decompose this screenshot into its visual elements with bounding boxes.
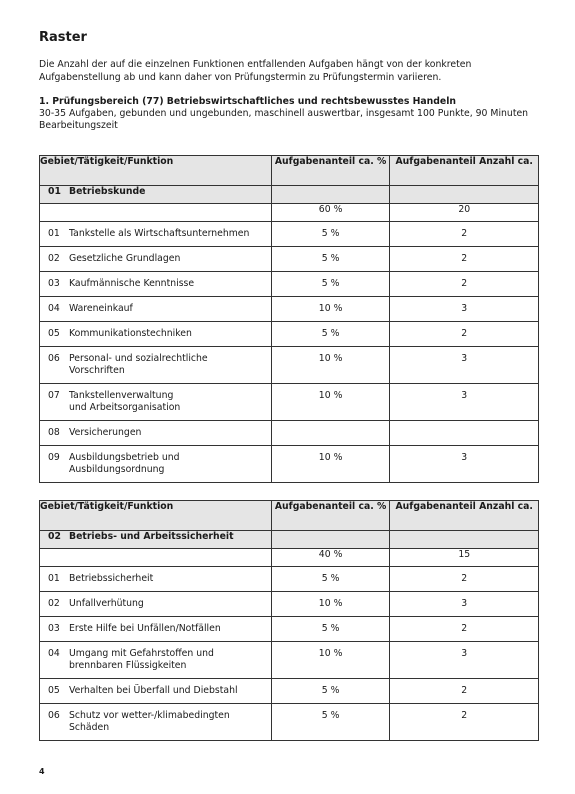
- section-title: 1. Prüfungsbereich (77) Betriebswirtschaftliches und rechtsbewusstes Handeln: [39, 96, 457, 107]
- table-row: [40, 247, 539, 272]
- table-header-row: [40, 156, 539, 186]
- item-percent: 10 %: [318, 598, 343, 609]
- item-number: 06: [48, 710, 60, 721]
- item-cell: [40, 617, 272, 642]
- item-content: [40, 421, 271, 445]
- item-count-cell: [390, 297, 539, 322]
- table-row: [40, 222, 539, 247]
- group-cell: [40, 186, 272, 204]
- item-number: 05: [48, 685, 60, 696]
- item-count-cell: [390, 617, 539, 642]
- table-row: [40, 592, 539, 617]
- item-content: [40, 617, 271, 641]
- item-percent: 5 %: [321, 573, 340, 584]
- column-header: Aufgabenanteil Anzahl ca.: [390, 156, 539, 186]
- item-cell: [40, 322, 272, 347]
- table-row: [40, 322, 539, 347]
- item-count: 2: [461, 623, 468, 634]
- item-number: 04: [48, 648, 60, 659]
- total-count: 20: [390, 204, 539, 222]
- item-cell: [40, 704, 272, 741]
- item-label: Ausbildungsbetrieb und Ausbildungsordnung: [69, 452, 180, 475]
- item-content: [40, 446, 271, 482]
- item-count: 3: [461, 598, 468, 609]
- item-percent: 5 %: [321, 623, 340, 634]
- item-percent-cell: [271, 567, 390, 592]
- item-count-cell: [390, 567, 539, 592]
- item-label: Betriebssicherheit: [69, 573, 154, 584]
- item-percent-cell: [271, 592, 390, 617]
- item-number: 02: [48, 253, 60, 264]
- item-label: Versicherungen: [69, 427, 142, 438]
- item-content: [40, 272, 271, 296]
- task-table-betriebskunde: [39, 155, 539, 483]
- item-number: 01: [48, 573, 60, 584]
- section-subtitle: 30-35 Aufgaben, gebunden und ungebunden, maschinell auswertbar, insgesamt 100 Punkte, 90 Minuten Bearbeitungszeit: [39, 108, 529, 131]
- item-percent-cell: [271, 679, 390, 704]
- table-header-row: [40, 501, 539, 531]
- intro-paragraph: Die Anzahl der auf die einzelnen Funktionen entfallenden Aufgaben hängt von der konkreten Aufgabenstellung ab und kann daher von Prüfungstermin zu Prüfungstermin variieren.: [39, 59, 472, 83]
- table-row: [40, 272, 539, 297]
- item-number: 03: [48, 623, 60, 634]
- item-percent: 10 %: [318, 353, 343, 364]
- item-count-cell: [390, 446, 539, 483]
- item-label: Verhalten bei Überfall und Diebstahl: [69, 685, 238, 696]
- item-percent-cell: [271, 384, 390, 421]
- item-count: 2: [461, 228, 468, 239]
- group-name: Betriebskunde: [69, 186, 146, 197]
- table-row: [40, 297, 539, 322]
- total-count: 15: [390, 549, 539, 567]
- item-cell: [40, 384, 272, 421]
- item-cell: [40, 679, 272, 704]
- item-label: Wareneinkauf: [69, 303, 133, 314]
- total-empty-cell: [40, 204, 272, 222]
- item-percent: 10 %: [318, 303, 343, 314]
- item-percent: 5 %: [321, 278, 340, 289]
- group-row: [40, 186, 539, 204]
- item-count-cell: [390, 642, 539, 679]
- item-percent: 10 %: [318, 452, 343, 463]
- item-label: Tankstellenverwaltung und Arbeitsorganisation: [69, 390, 181, 413]
- group-number: 02: [48, 531, 61, 542]
- item-cell: [40, 592, 272, 617]
- item-count: 2: [461, 710, 468, 721]
- item-count: 3: [461, 390, 468, 401]
- item-percent: 5 %: [321, 685, 340, 696]
- task-table-arbeitssicherheit: [39, 500, 539, 741]
- total-percent: 60 %: [271, 204, 390, 222]
- table-row: [40, 642, 539, 679]
- item-percent: 5 %: [321, 328, 340, 339]
- item-count-cell: [390, 704, 539, 741]
- item-percent-cell: [271, 297, 390, 322]
- item-percent-cell: [271, 446, 390, 483]
- item-content: [40, 567, 271, 591]
- group-number: 01: [48, 186, 61, 197]
- item-cell: [40, 347, 272, 384]
- item-percent-cell: [271, 347, 390, 384]
- item-number: 01: [48, 228, 60, 239]
- item-label: Tankstelle als Wirtschaftsunternehmen: [69, 228, 250, 239]
- item-count-cell: [390, 679, 539, 704]
- item-cell: [40, 421, 272, 446]
- column-header: Aufgabenanteil ca. %: [271, 501, 390, 531]
- item-label: Personal- und sozialrechtliche Vorschriften: [69, 353, 208, 376]
- item-number: 07: [48, 390, 60, 401]
- group-empty-cell: [390, 186, 539, 204]
- group-name: Betriebs- und Arbeitssicherheit: [69, 531, 234, 542]
- item-count-cell: [390, 592, 539, 617]
- item-content: [40, 679, 271, 703]
- table-row: [40, 384, 539, 421]
- item-percent-cell: [271, 247, 390, 272]
- table-row: [40, 617, 539, 642]
- item-content: [40, 347, 271, 383]
- table-row: [40, 704, 539, 741]
- item-count: 3: [461, 452, 468, 463]
- item-percent-cell: [271, 617, 390, 642]
- total-percent: 40 %: [271, 549, 390, 567]
- group-empty-cell: [390, 531, 539, 549]
- item-count-cell: [390, 347, 539, 384]
- item-content: [40, 322, 271, 346]
- item-content: [40, 592, 271, 616]
- item-percent: [272, 421, 390, 433]
- item-cell: [40, 642, 272, 679]
- group-empty-cell: [271, 186, 390, 204]
- total-row: [40, 204, 539, 222]
- table-row: [40, 446, 539, 483]
- item-percent-cell: [271, 272, 390, 297]
- item-content: [40, 297, 271, 321]
- item-count: 2: [461, 328, 468, 339]
- item-number: 08: [48, 427, 60, 438]
- item-label: Kommunikationstechniken: [69, 328, 192, 339]
- item-count-cell: [390, 247, 539, 272]
- item-percent-cell: [271, 642, 390, 679]
- item-content: [40, 247, 271, 271]
- item-percent-cell: [271, 704, 390, 741]
- item-percent-cell: [271, 421, 390, 446]
- item-cell: [40, 446, 272, 483]
- item-count-cell: [390, 272, 539, 297]
- item-number: 09: [48, 452, 60, 463]
- item-count: [390, 421, 538, 433]
- item-count: 3: [461, 353, 468, 364]
- item-count: 2: [461, 278, 468, 289]
- item-percent-cell: [271, 222, 390, 247]
- item-cell: [40, 567, 272, 592]
- table-row: [40, 679, 539, 704]
- group-empty-cell: [271, 531, 390, 549]
- item-cell: [40, 272, 272, 297]
- item-count-cell: [390, 421, 539, 446]
- total-empty-cell: [40, 549, 272, 567]
- item-percent: 5 %: [321, 228, 340, 239]
- table-row: [40, 567, 539, 592]
- item-label: Gesetzliche Grundlagen: [69, 253, 181, 264]
- group-row: [40, 531, 539, 549]
- item-cell: [40, 247, 272, 272]
- item-cell: [40, 297, 272, 322]
- table-row: [40, 347, 539, 384]
- page-title: Raster: [39, 30, 87, 45]
- item-label: Kaufmännische Kenntnisse: [69, 278, 195, 289]
- item-number: 02: [48, 598, 60, 609]
- item-content: [40, 704, 271, 740]
- column-header: Gebiet/Tätigkeit/Funktion: [40, 156, 272, 186]
- item-label: Umgang mit Gefahrstoffen und brennbaren Flüssigkeiten: [69, 648, 214, 671]
- item-number: 05: [48, 328, 60, 339]
- item-label: Schutz vor wetter-/klimabedingten Schäden: [69, 710, 230, 733]
- item-content: [40, 222, 271, 246]
- section-heading: [39, 96, 539, 132]
- item-count: 2: [461, 253, 468, 264]
- item-percent: 5 %: [321, 253, 340, 264]
- item-count: 2: [461, 685, 468, 696]
- item-number: 03: [48, 278, 60, 289]
- item-count: 3: [461, 648, 468, 659]
- column-header: Gebiet/Tätigkeit/Funktion: [40, 501, 272, 531]
- page-number: 4: [39, 767, 45, 776]
- group-cell: [40, 531, 272, 549]
- item-count: 3: [461, 303, 468, 314]
- item-number: 06: [48, 353, 60, 364]
- item-percent-cell: [271, 322, 390, 347]
- item-percent: 10 %: [318, 648, 343, 659]
- item-count-cell: [390, 384, 539, 421]
- item-count-cell: [390, 322, 539, 347]
- item-count: 2: [461, 573, 468, 584]
- item-number: 04: [48, 303, 60, 314]
- column-header: Aufgabenanteil Anzahl ca.: [390, 501, 539, 531]
- column-header: Aufgabenanteil ca. %: [271, 156, 390, 186]
- item-content: [40, 384, 271, 420]
- total-row: [40, 549, 539, 567]
- item-percent: 5 %: [321, 710, 340, 721]
- item-count-cell: [390, 222, 539, 247]
- item-label: Erste Hilfe bei Unfällen/Notfällen: [69, 623, 221, 634]
- item-content: [40, 642, 271, 678]
- item-percent: 10 %: [318, 390, 343, 401]
- item-label: Unfallverhütung: [69, 598, 144, 609]
- item-cell: [40, 222, 272, 247]
- table-row: [40, 421, 539, 446]
